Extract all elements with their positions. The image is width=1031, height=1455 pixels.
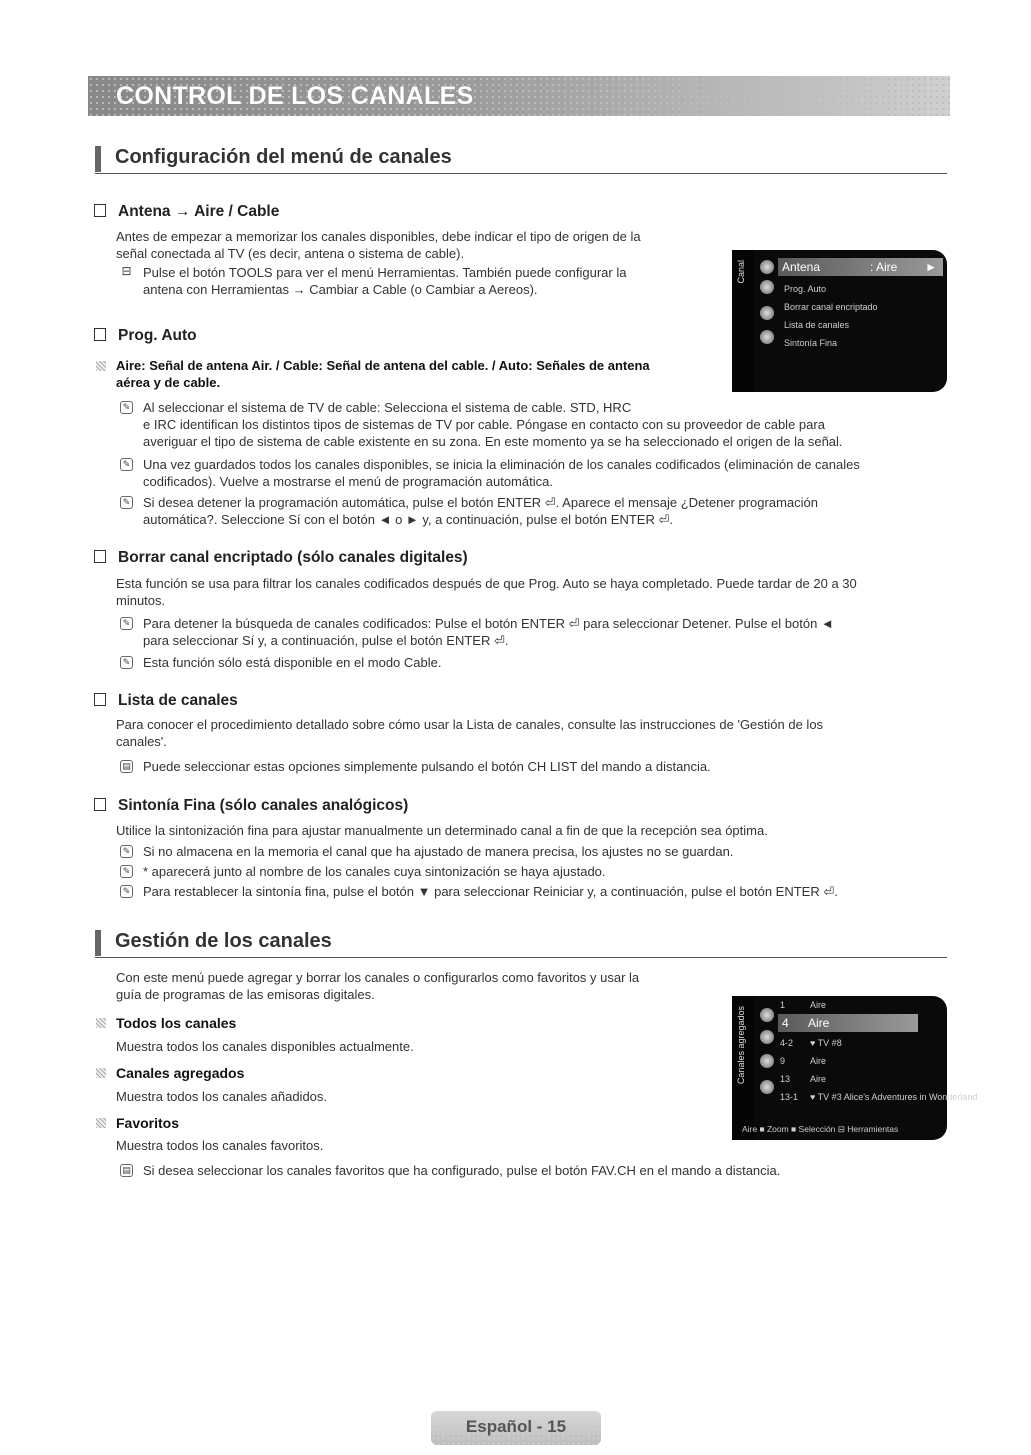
section-divider xyxy=(95,957,947,958)
note-icon: ✎ xyxy=(120,656,133,669)
remote-icon: ▤ xyxy=(120,1164,133,1177)
bullet-icon xyxy=(96,361,106,371)
checkbox-icon xyxy=(94,550,106,563)
lista-text-1: Para conocer el procedimiento detallado sobre cómo usar la Lista de canales, consulte las instrucciones de 'Gestión de los xyxy=(116,717,824,732)
osd-row: 13 Aire xyxy=(780,1074,827,1084)
bullet-icon xyxy=(96,1118,106,1128)
antena-note-2: antena con Herramientas → Cambiar a Cable (o Cambiar a Aereos). xyxy=(143,282,538,297)
checkbox-icon xyxy=(94,798,106,811)
lista-note-1: Puede seleccionar estas opciones simplemente pulsando el botón CH LIST del mando a distancia. xyxy=(143,759,711,774)
bullet-icon xyxy=(96,1018,106,1028)
favorites-icon xyxy=(760,1054,774,1068)
sound-icon xyxy=(760,330,774,344)
prog-note-1b: e IRC identifican los distintos tipos de sistemas de TV por cable. Póngase en contacto con su proveedor de cable para xyxy=(143,417,825,432)
section-title: Gestión de los canales xyxy=(115,930,332,952)
remote-icon: ▤ xyxy=(120,760,133,773)
prog-bold-2: aérea y de cable. xyxy=(116,375,221,390)
gestion-text-2: guía de programas de las emisoras digitales. xyxy=(116,987,375,1002)
section-divider xyxy=(95,173,947,174)
subsection-prog-auto: Prog. Auto xyxy=(94,327,197,345)
gestion-text-1: Con este menú puede agregar y borrar los canales o configurarlos como favoritos y usar la xyxy=(116,970,640,985)
note-icon: ✎ xyxy=(120,617,133,630)
subsection-antena: Antena → Aire / Cable xyxy=(94,203,279,221)
checkbox-icon xyxy=(94,328,106,341)
note-icon: ✎ xyxy=(120,496,133,509)
favoritos-title: Favoritos xyxy=(116,1115,180,1131)
subsection-borrar: Borrar canal encriptado (sólo canales digitales) xyxy=(94,549,468,567)
programmed-icon xyxy=(760,1080,774,1094)
section-title: Configuración del menú de canales xyxy=(115,146,452,168)
section-marker xyxy=(95,930,101,956)
sintonia-note-1: Si no almacena en la memoria el canal que ha ajustado de manera precisa, los ajustes no se guardan. xyxy=(143,844,734,859)
sintonia-note-2: * aparecerá junto al nombre de los canales cuya sintonización se haya ajustado. xyxy=(143,864,606,879)
bullet-icon xyxy=(96,1068,106,1078)
all-channels-icon xyxy=(760,1008,774,1022)
note-icon: ✎ xyxy=(120,865,133,878)
sintonia-note-3: Para restablecer la sintonía fina, pulse el botón ▼ para seleccionar Reiniciar y, a continuación, pulse el botón ENTER ⏎. xyxy=(143,884,838,899)
prog-note-3a: Si desea detener la programación automática, pulse el botón ENTER ⏎. Aparece el mensaje ¿Detener programación xyxy=(143,495,818,510)
osd-bottom-bar: Aire ■ Zoom ■ Selección ⊟ Herramientas xyxy=(742,1124,899,1134)
osd-row: 9 Aire xyxy=(780,1056,827,1066)
agregados-desc: Muestra todos los canales añadidos. xyxy=(116,1089,328,1104)
favoritos-desc: Muestra todos los canales favoritos. xyxy=(116,1138,324,1153)
prog-note-3b: automática?. Seleccione Sí con el botón ◄ o ► y, a continuación, pulse el botón ENTER ⏎. xyxy=(143,512,673,527)
borrar-note-2: Esta función sólo está disponible en el modo Cable. xyxy=(143,655,442,670)
osd-selected-row: 4 Aire xyxy=(778,1014,918,1032)
antena-note-1: Pulse el botón TOOLS para ver el menú Herramientas. También puede configurar la xyxy=(143,265,627,280)
lista-text-2: canales'. xyxy=(116,734,167,749)
note-icon: ✎ xyxy=(120,401,133,414)
picture-icon xyxy=(760,306,774,320)
prog-note-2a: Una vez guardados todos los canales disponibles, se inicia la eliminación de los canales codificados (eliminación de canales xyxy=(143,457,860,472)
antena-text-2: señal conectada al TV (es decir, antena o sistema de cable). xyxy=(116,246,465,261)
subsection-sintonia: Sintonía Fina (sólo canales analógicos) xyxy=(94,797,408,815)
setup-icon xyxy=(760,260,774,274)
checkbox-icon xyxy=(94,693,106,706)
prog-note-2b: codificados). Vuelve a mostrarse el menú de programación automática. xyxy=(143,474,553,489)
osd-item: Prog. Auto xyxy=(784,284,827,294)
chapter-title: CONTROL DE LOS CANALES xyxy=(116,82,474,110)
borrar-note-1a: Para detener la búsqueda de canales codificados: Pulse el botón ENTER ⏎ para seleccionar Detener. Pulse el botón ◄ xyxy=(143,616,834,631)
note-icon: ✎ xyxy=(120,458,133,471)
borrar-note-1b: para seleccionar Sí y, a continuación, pulse el botón ENTER ⏎. xyxy=(143,633,509,648)
tools-icon: ⊟ xyxy=(121,264,132,278)
osd-row: 13-1 ♥ TV #3 Alice's Adventures in Wonderland xyxy=(780,1092,978,1102)
page-number: Español - 15 xyxy=(465,1417,567,1436)
osd-channel-list xyxy=(732,996,978,1140)
todos-desc: Muestra todos los canales disponibles actualmente. xyxy=(116,1039,414,1054)
osd-row: 1 Aire xyxy=(780,1000,827,1010)
osd-item: Borrar canal encriptado xyxy=(784,302,878,312)
osd-row: 4-2 ♥ TV #8 xyxy=(780,1038,842,1048)
antena-text-1: Antes de empezar a memorizar los canales disponibles, debe indicar el tipo de origen de la xyxy=(116,229,641,244)
agregados-title: Canales agregados xyxy=(116,1065,245,1081)
osd-sidebar: Canales agregados xyxy=(732,996,754,1140)
chapter-banner xyxy=(88,76,950,116)
borrar-text-1: Esta función se usa para filtrar los canales codificados después de que Prog. Auto se haya completado. Puede tardar de 20 a 30 xyxy=(116,576,857,591)
subsection-lista: Lista de canales xyxy=(94,692,238,710)
note-icon: ✎ xyxy=(120,885,133,898)
osd-channel-menu xyxy=(732,250,947,392)
section-marker xyxy=(95,146,101,172)
osd-item: Lista de canales xyxy=(784,320,850,330)
osd-sidebar: Canal xyxy=(732,250,754,392)
channel-icon xyxy=(760,280,774,294)
osd-item: Sintonía Fina xyxy=(784,338,838,348)
borrar-text-2: minutos. xyxy=(116,593,166,608)
prog-note-1c: averiguar el tipo de sistema de cable existente en su zona. En este momento ya se ha seleccionado el origen de la señal. xyxy=(143,434,843,449)
sintonia-text-1: Utilice la sintonización fina para ajustar manualmente un determinado canal a fin de que la recepción sea óptima. xyxy=(116,823,768,838)
checkbox-icon xyxy=(94,204,106,217)
favoritos-note: Si desea seleccionar los canales favoritos que ha configurado, pulse el botón FAV.CH en el mando a distancia. xyxy=(143,1163,781,1178)
prog-note-1a: Al seleccionar el sistema de TV de cable: Selecciona el sistema de cable. STD, HRC xyxy=(143,400,632,415)
osd-selected-row: Antena : Aire ► xyxy=(778,258,943,276)
note-icon: ✎ xyxy=(120,845,133,858)
todos-title: Todos los canales xyxy=(116,1015,237,1031)
added-channels-icon xyxy=(760,1030,774,1044)
page-number-badge xyxy=(431,1411,601,1445)
prog-bold-1: Aire: Señal de antena Air. / Cable: Señal de antena del cable. / Auto: Señales de antena xyxy=(116,358,650,373)
